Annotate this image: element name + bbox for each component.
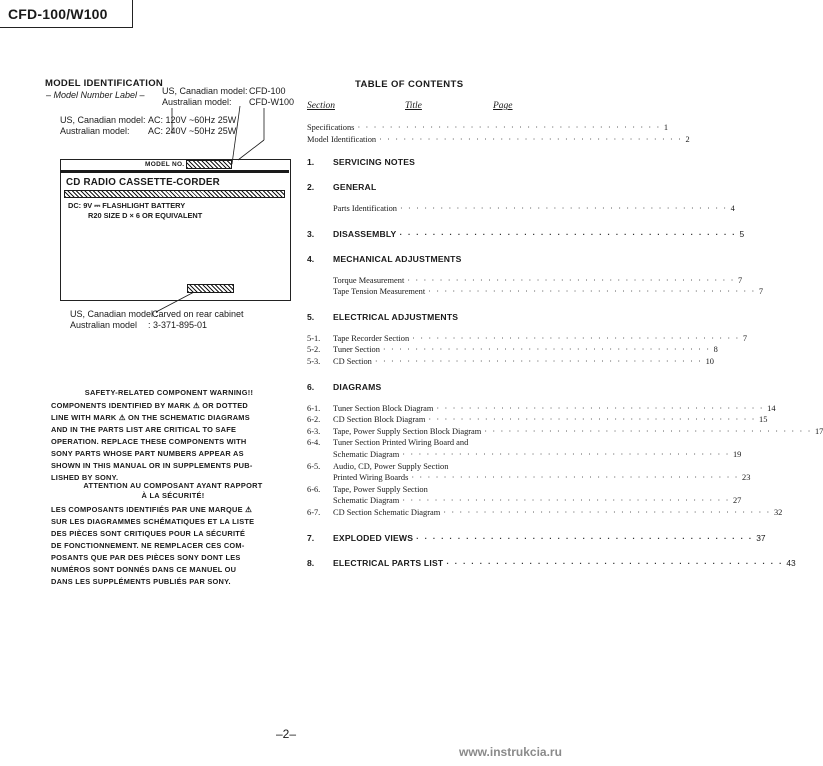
toc-section-number: 8. [307, 557, 315, 568]
toc-section-number: 6. [307, 381, 315, 392]
toc-entry-row[interactable] [333, 462, 512, 471]
ac-au-label: Australian model: [60, 126, 130, 136]
toc-section-row[interactable] [333, 254, 512, 264]
toc-entry-page: 7 [758, 287, 764, 297]
page-number: –2– [276, 727, 297, 741]
warning-en-line: LINE WITH MARK ⚠ ON THE SCHEMATIC DIAGRAMS [51, 413, 250, 422]
warning-fr-heading-1: ATTENTION AU COMPOSANT AYANT RAPPORT [83, 481, 263, 490]
warning-en-heading: SAFETY-RELATED COMPONENT WARNING!! [84, 388, 254, 397]
toc-entry-page: 15 [759, 415, 768, 425]
warning-fr-line: LES COMPOSANTS IDENTIFIÉS PAR UNE MARQUE ⚠ [51, 505, 252, 514]
toc-entry-page: 23 [742, 473, 751, 483]
toc-section-row[interactable] [333, 532, 766, 543]
toc-subsection-number: 6-4. [307, 438, 321, 448]
toc-entry-title: CD Section Schematic Diagram [333, 508, 441, 517]
toc-entry-row[interactable] [333, 333, 748, 343]
toc-entry-page: 10 [705, 357, 714, 366]
toc-entry-title: Torque Measurement [333, 275, 405, 285]
toc-entry-page: 32 [773, 508, 783, 517]
toc-entry-title: Tape Tension Measurement [333, 287, 426, 297]
label-product-name: CD RADIO CASSETTE-CORDER [66, 177, 220, 188]
toc-entry-title: Tuner Section Block Diagram [333, 403, 434, 413]
toc-entry-page: 37 [756, 532, 766, 543]
toc-entry-row[interactable] [333, 357, 714, 366]
toc-entry-page: 1 [663, 123, 669, 132]
toc-leader-dots: · · · · · · · · · · · · · · · · · · · · · · · · · · · · · · · · · · · · · · · · · [484, 426, 812, 436]
toc-leader-dots: · · · · · · · · · · · · · · · · · · · · · · · · · · · · · · · · · · · · · · · · · [412, 333, 740, 343]
toc-leader-dots: · · · · · · · · · · · · · · · · · · · · · · · · · · · · · · · · · · · · · · · · · [399, 228, 737, 239]
ac-au-value: AC: 240V ~50Hz 25W [148, 126, 237, 136]
label-dc-line1: DC: 9V ⎓ FLASHLIGHT BATTERY [68, 201, 186, 210]
toc-entry-title: ELECTRICAL ADJUSTMENTS [333, 311, 459, 322]
toc-subsection-number: 6-2. [307, 415, 321, 425]
toc-entry-row[interactable] [333, 426, 823, 436]
toc-entry-title: EXPLODED VIEWS [333, 532, 414, 543]
toc-entry-page: 4 [730, 204, 735, 213]
toc-section-row[interactable] [333, 157, 512, 167]
toc-entry-row[interactable] [333, 403, 776, 413]
warning-en-line: SHOWN IN THIS MANUAL OR IN SUPPLEMENTS PUB- [51, 461, 253, 470]
toc-leader-dots: · · · · · · · · · · · · · · · · · · · · · · · · · · · · · · · · · · · · · · · · · [382, 345, 711, 355]
toc-section-row[interactable] [333, 182, 512, 192]
toc-subsection-number: 5-2. [307, 345, 321, 355]
toc-entry-title: Model Identification [307, 134, 377, 144]
toc-entry-page: 14 [767, 403, 776, 413]
toc-leader-dots: · · · · · · · · · · · · · · · · · · · · · · · · · · · · · · · · · · · · · · · · · [411, 473, 740, 483]
toc-entry-page: 5 [739, 228, 745, 239]
serial-no-field [187, 284, 234, 293]
toc-leader-dots: · · · · · · · · · · · · · · · · · · · · · · · · · · · · · · · · · · · · · · · · · [443, 508, 771, 517]
toc-entry-title: CD Section [333, 357, 372, 366]
toc-leader-dots: · · · · · · · · · · · · · · · · · · · · · · · · · · · · · · · · · · · · · · · · · [402, 450, 730, 459]
serial-us-label: US, Canadian model : [70, 309, 159, 319]
toc-entry-title: Printed Wiring Boards [333, 473, 409, 483]
toc-leader-dots: · · · · · · · · · · · · · · · · · · · · · · · · · · · · · · · · · · · · · · [357, 123, 661, 132]
toc-subsection-number: 6-5. [307, 461, 321, 471]
toc-leader-dots: · · · · · · · · · · · · · · · · · · · · · · · · · · · · · · · · · · · · · · · · · [399, 204, 728, 213]
model-id-heading: MODEL IDENTIFICATION [45, 78, 164, 89]
toc-entry-title: DIAGRAMS [333, 381, 382, 392]
label-model-no: MODEL NO. [145, 161, 185, 168]
au-model-value: CFD-W100 [249, 97, 295, 107]
toc-section-number: 4. [307, 253, 315, 264]
toc-entry-title: Specifications [307, 123, 355, 132]
serial-au-value: : 3-371-895-01 [148, 320, 208, 330]
toc-col-title: Title [405, 101, 422, 111]
model-id-subheading: – Model Number Label – [46, 90, 145, 100]
toc-entry-page: 2 [685, 134, 690, 144]
toc-entry-page: 17 [814, 426, 823, 436]
warning-fr-line: DE FONCTIONNEMENT. NE REMPLACER CES COM- [51, 541, 245, 550]
toc-leader-dots: · · · · · · · · · · · · · · · · · · · · · · · · · · · · · · · · · · · · · · · · · [374, 357, 703, 366]
ac-us-label: US, Canadian model: [60, 115, 146, 125]
toc-entry-row[interactable] [307, 134, 690, 144]
warning-en-line: SONY PARTS WHOSE PART NUMBERS APPEAR AS [51, 449, 244, 458]
toc-entry-page: 43 [786, 557, 796, 568]
toc-leader-dots: · · · · · · · · · · · · · · · · · · · · · · · · · · · · · · · · · · · · · · · · · [416, 532, 754, 543]
toc-section-row[interactable] [333, 557, 796, 568]
warning-fr-line: DES PIÈCES SONT CRITIQUES POUR LA SÉCURITÉ [51, 529, 246, 538]
watermark: www.instrukcia.ru [459, 745, 562, 759]
toc-entry-row[interactable] [333, 415, 768, 425]
toc-title: TABLE OF CONTENTS [355, 79, 464, 90]
toc-col-page: Page [493, 101, 513, 111]
warning-fr-line: DANS LES SUPPLÉMENTS PUBLIÉS PAR SONY. [51, 577, 231, 586]
toc-entry-title: Schematic Diagram [333, 450, 400, 459]
toc-entry-title: DISASSEMBLY [333, 228, 397, 239]
toc-leader-dots: · · · · · · · · · · · · · · · · · · · · · · · · · · · · · · · · · · · · · · [379, 134, 683, 144]
toc-leader-dots: · · · · · · · · · · · · · · · · · · · · · · · · · · · · · · · · · · · · · · · · · [428, 287, 756, 297]
toc-entry-title: GENERAL [333, 182, 377, 192]
label-hatch-band [64, 190, 285, 198]
toc-entry-row[interactable] [333, 496, 742, 506]
model-no-field [186, 160, 232, 169]
us-model-value: CFD-100 [249, 86, 286, 96]
document-title: CFD-100/W100 [8, 6, 108, 22]
serial-us-value: Carved on rear cabinet [152, 309, 244, 319]
toc-subsection-number: 5-1. [307, 333, 321, 343]
toc-section-number: 2. [307, 182, 315, 192]
toc-entry-page: 7 [742, 333, 748, 343]
toc-entry-row[interactable] [333, 275, 743, 285]
toc-entry-row[interactable] [333, 450, 742, 459]
toc-entry-title: MECHANICAL ADJUSTMENTS [333, 253, 462, 264]
toc-entry-row[interactable] [333, 508, 783, 517]
toc-entry-row[interactable] [333, 473, 751, 483]
toc-subsection-number: 6-6. [307, 484, 321, 494]
toc-section-number: 1. [307, 157, 315, 167]
toc-entry-title: CD Section Block Diagram [333, 415, 426, 425]
warning-en-line: LISHED BY SONY. [51, 473, 119, 482]
toc-entry-page: 19 [732, 450, 742, 459]
toc-entry-page: 7 [737, 275, 743, 285]
toc-col-section: Section [307, 101, 335, 111]
toc-entry-title: ELECTRICAL PARTS LIST [333, 557, 444, 568]
warning-en-line: OPERATION. REPLACE THESE COMPONENTS WITH [51, 437, 247, 446]
toc-entry-title: Tuner Section [333, 345, 380, 355]
serial-au-label: Australian model [70, 320, 138, 330]
toc-subsection-number: 6-1. [307, 403, 321, 413]
label-dc-line2: R20 SIZE D × 6 OR EQUIVALENT [88, 211, 203, 220]
toc-leader-dots: · · · · · · · · · · · · · · · · · · · · · · · · · · · · · · · · · · · · · · · · · [402, 496, 730, 506]
toc-entry-title: Schematic Diagram [333, 496, 400, 506]
warning-fr-line: SUR LES DIAGRAMMES SCHÉMATIQUES ET LA LISTE [51, 517, 255, 526]
toc-subsection-number: 6-3. [307, 426, 321, 436]
toc-entry-row[interactable] [333, 485, 512, 494]
toc-section-row[interactable] [333, 382, 512, 392]
warning-fr-heading-2: À LA SÉCURITÉ! [141, 491, 205, 500]
toc-entry-title: SERVICING NOTES [333, 157, 416, 167]
toc-entry-row[interactable] [333, 438, 512, 447]
toc-entry-title: Tuner Section Printed Wiring Board and [333, 438, 469, 448]
warning-fr-line: NUMÉROS SONT DONNÉS DANS CE MANUEL OU [51, 565, 237, 574]
toc-entry-row[interactable] [333, 287, 764, 297]
au-model-label: Australian model: [162, 97, 232, 107]
toc-entry-title: Tape, Power Supply Section Block Diagram [333, 426, 482, 436]
ac-us-value: AC: 120V ~60Hz 25W [148, 115, 237, 125]
toc-leader-dots: · · · · · · · · · · · · · · · · · · · · · · · · · · · · · · · · · · · · · · · · · [446, 557, 784, 568]
toc-entry-row[interactable] [307, 123, 669, 132]
warning-en-line: COMPONENTS IDENTIFIED BY MARK ⚠ OR DOTTED [51, 401, 248, 410]
toc-entry-title: Audio, CD, Power Supply Section [333, 461, 449, 471]
toc-entry-title: Parts Identification [333, 204, 397, 213]
toc-leader-dots: · · · · · · · · · · · · · · · · · · · · · · · · · · · · · · · · · · · · · · · · · [407, 275, 735, 285]
toc-subsection-number: 5-3. [307, 357, 321, 366]
label-divider [60, 170, 289, 173]
toc-section-row[interactable] [333, 312, 512, 322]
warning-en-body [51, 400, 253, 484]
toc-entry-row[interactable] [333, 345, 718, 355]
toc-leader-dots: · · · · · · · · · · · · · · · · · · · · · · · · · · · · · · · · · · · · · · · · · [428, 415, 757, 425]
toc-subsection-number: 6-7. [307, 508, 321, 517]
warning-en-line: AND IN THE PARTS LIST ARE CRITICAL TO SAFE [51, 425, 237, 434]
toc-section-number: 3. [307, 228, 315, 239]
toc-leader-dots: · · · · · · · · · · · · · · · · · · · · · · · · · · · · · · · · · · · · · · · · · [436, 403, 765, 413]
toc-entry-page: 8 [713, 345, 718, 355]
toc-section-number: 7. [307, 532, 315, 543]
toc-entry-row[interactable] [333, 204, 735, 213]
toc-entry-page: 27 [732, 496, 742, 506]
warning-fr-line: POSANTS QUE PAR DES PIÈCES SONY DONT LES [51, 553, 241, 562]
toc-section-row[interactable] [333, 228, 745, 239]
warning-fr-body [51, 504, 254, 588]
toc-entry-title: Tape, Power Supply Section [333, 484, 428, 494]
toc-entry-title: Tape Recorder Section [333, 333, 410, 343]
us-model-label: US, Canadian model: [162, 86, 248, 96]
toc-section-number: 5. [307, 311, 315, 322]
